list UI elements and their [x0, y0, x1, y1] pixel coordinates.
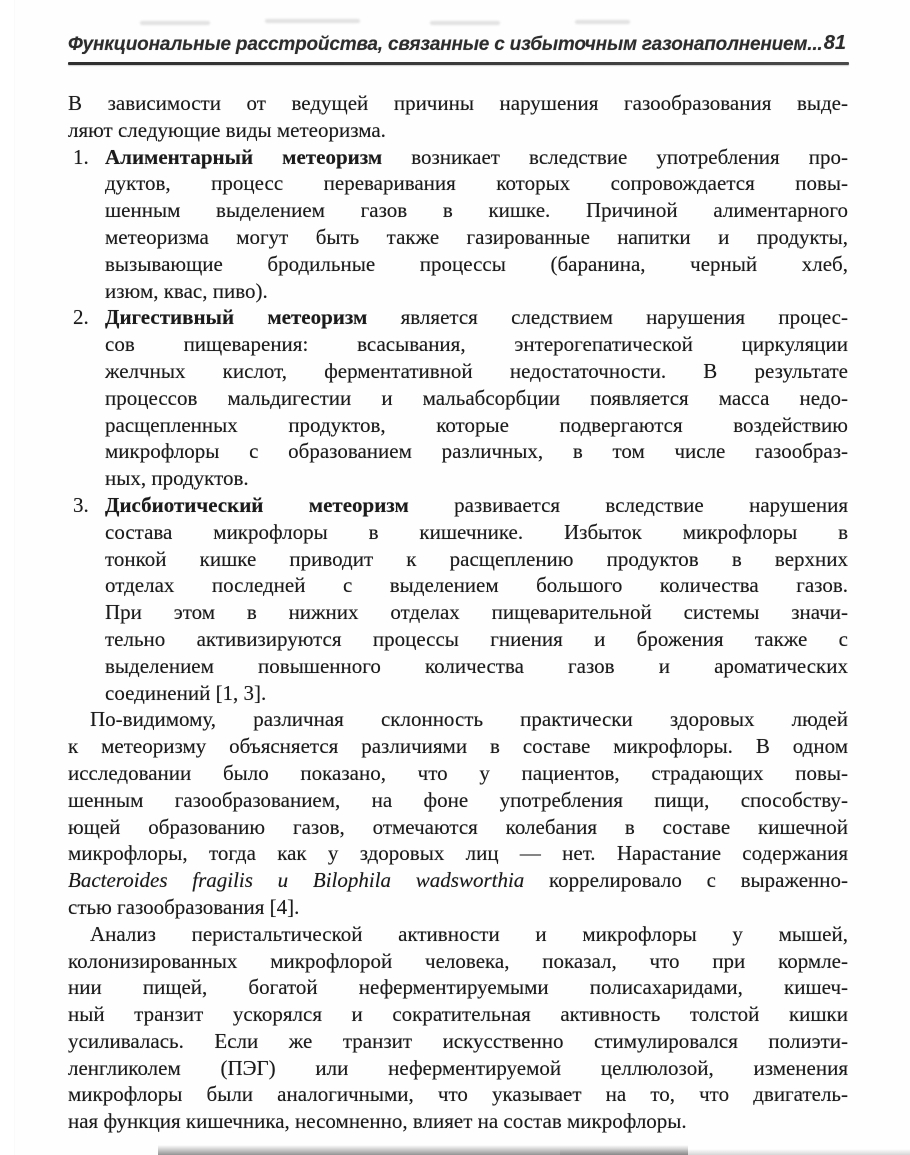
text-line: [105, 412, 848, 439]
text-run: усиливалась. Если же транзит искусственно стимулировался полиэти-: [68, 1028, 848, 1053]
text-run: шенным выделением газов в кишке. Причиной алиментарного: [105, 198, 848, 223]
text-run: ленгликолем (ПЭГ) или неферментируемой целлюлозой, изменения: [68, 1055, 848, 1080]
text-line: [105, 304, 848, 331]
text-line: [105, 224, 848, 251]
text-line: [68, 1028, 848, 1055]
bold-run: Дигестивный метеоризм: [105, 305, 368, 330]
italic-run: Bacteroides fragilis и Bilophila wadsworthia: [68, 868, 525, 893]
text-line: [68, 867, 848, 894]
text-line: [105, 492, 848, 519]
paragraph: [68, 706, 848, 920]
text-run: ющей образованию газов, отмечаются колебания в составе кишечной: [68, 814, 848, 839]
scan-smudge: [140, 21, 210, 25]
text-line: [105, 144, 848, 171]
scan-smudge: [265, 19, 360, 23]
text-run: коррелировало с выраженно-: [524, 868, 848, 893]
text-line: [105, 170, 848, 197]
text-line: [68, 974, 848, 1001]
text-run: к метеоризму объясняется различиями в составе микрофлоры. В одном: [68, 734, 848, 759]
text-line: [68, 1081, 848, 1108]
text-run: дуктов, процесс переваривания которых сопровождается повы-: [105, 171, 848, 196]
text-run: В зависимости от ведущей причины нарушения газообразования выде-: [68, 91, 848, 115]
scan-smudge: [430, 21, 500, 25]
text-run: состава микрофлоры в кишечнике. Избыток микрофлоры в: [105, 519, 848, 544]
text-line: [105, 546, 848, 573]
text-run: изюм, квас, пиво).: [105, 278, 268, 303]
text-run: исследовании было показано, что у пациентов, страдающих повы-: [68, 760, 848, 785]
text-line: [105, 385, 848, 412]
text-run: вызывающие бродильные процессы (баранина, черный хлеб,: [105, 251, 848, 276]
text-line: [105, 278, 848, 305]
text-run: желчных кислот, ферментативной недостаточности. В результате: [105, 358, 848, 383]
text-line: [105, 465, 848, 492]
text-line: [105, 572, 848, 599]
text-line: [68, 117, 848, 144]
scan-bottom-shadow: [560, 1149, 910, 1155]
text-run: микрофлоры с образованием различных, в том числе газообраз-: [105, 439, 848, 464]
text-line: [105, 197, 848, 224]
text-run: является следствием нарушения процес-: [367, 305, 848, 330]
bold-run: Алиментарный метеоризм: [105, 144, 383, 169]
text-run: соединений [1, 3].: [105, 680, 267, 705]
text-line: [68, 1001, 848, 1028]
text-run: микрофлоры были аналогичными, что указывает на то, что двигатель-: [68, 1082, 848, 1107]
text-run: расщепленных продуктов, которые подвергаются воздействию: [105, 412, 848, 437]
text-line: [68, 787, 848, 814]
text-line: [68, 948, 848, 975]
running-header: [68, 30, 848, 60]
bold-run: Дисбиотический метеоризм: [105, 492, 409, 517]
text-line: [105, 680, 848, 707]
paragraph: [68, 921, 848, 1135]
list-item-number: 1.: [73, 144, 89, 169]
text-run: стью газообразования [4].: [68, 894, 300, 919]
header-rule: [68, 62, 849, 65]
text-run: нии пищей, богатой неферментируемыми полисахаридами, кишеч-: [68, 975, 848, 1000]
text-run: метеоризма могут быть также газированные напитки и продукты,: [105, 224, 848, 249]
list-item: [68, 492, 848, 706]
list-item: [68, 144, 848, 305]
text-line: [68, 760, 848, 787]
text-line: [68, 814, 848, 841]
paragraph: [68, 90, 848, 144]
text-run: При этом в нижних отделах пищеварительной системы значи-: [105, 600, 848, 625]
text-line: [105, 331, 848, 358]
list-item: [68, 304, 848, 492]
text-line: [68, 921, 848, 948]
text-line: [68, 894, 848, 921]
text-run: тонкой кишке приводит к расщеплению продуктов в верхних: [105, 546, 848, 571]
text-line: [68, 733, 848, 760]
text-line: [105, 653, 848, 680]
scan-smudge: [575, 20, 630, 24]
text-line: [68, 706, 848, 733]
list-item-number: 3.: [73, 492, 89, 517]
text-line: [105, 599, 848, 626]
text-line: [68, 90, 848, 117]
text-run: микрофлоры, тогда как у здоровых лиц — нет. Нарастание содержания: [68, 841, 848, 866]
text-run: развивается вследствие нарушения: [408, 492, 848, 517]
text-line: [68, 840, 848, 867]
text-line: [105, 519, 848, 546]
text-run: ный транзит ускорялся и сократительная активность толстой кишки: [68, 1002, 848, 1027]
text-run: ных, продуктов.: [105, 466, 249, 491]
text-line: [105, 251, 848, 278]
text-line: [105, 438, 848, 465]
text-run: возникает вследствие употребления про-: [382, 144, 848, 169]
list-item-number: 2.: [73, 305, 89, 330]
text-run: тельно активизируются процессы гниения и брожения также с: [105, 626, 848, 651]
text-run: сов пищеварения: всасывания, энтерогепатической циркуляции: [105, 332, 848, 357]
text-run: колонизированных микрофлорой человека, показал, что при кормле-: [68, 948, 848, 973]
text-run: ляют следующие виды метеоризма.: [68, 117, 386, 142]
text-run: По-видимому, различная склонность практически здоровых людей: [90, 707, 848, 732]
text-run: отделах последней с выделением большого количества газов.: [105, 573, 848, 598]
text-line: [68, 1055, 848, 1082]
text-line: [68, 1108, 848, 1135]
running-header-title: Функциональные расстройства, связанные с избыточным газонаполнением...: [68, 34, 823, 55]
text-run: шенным газообразованием, на фоне употребления пищи, способству-: [68, 787, 848, 812]
text-run: выделением повышенного количества газов и ароматических: [105, 653, 848, 678]
text-run: Анализ перистальтической активности и микрофлоры у мышей,: [90, 921, 848, 946]
text-run: процессов мальдигестии и мальабсорбции появляется масса недо-: [105, 385, 848, 410]
text-line: [105, 358, 848, 385]
body-text: [68, 90, 848, 1135]
text-run: ная функция кишечника, несомненно, влияет на состав микрофлоры.: [68, 1109, 687, 1134]
text-line: [105, 626, 848, 653]
page-number: 81: [823, 32, 846, 54]
